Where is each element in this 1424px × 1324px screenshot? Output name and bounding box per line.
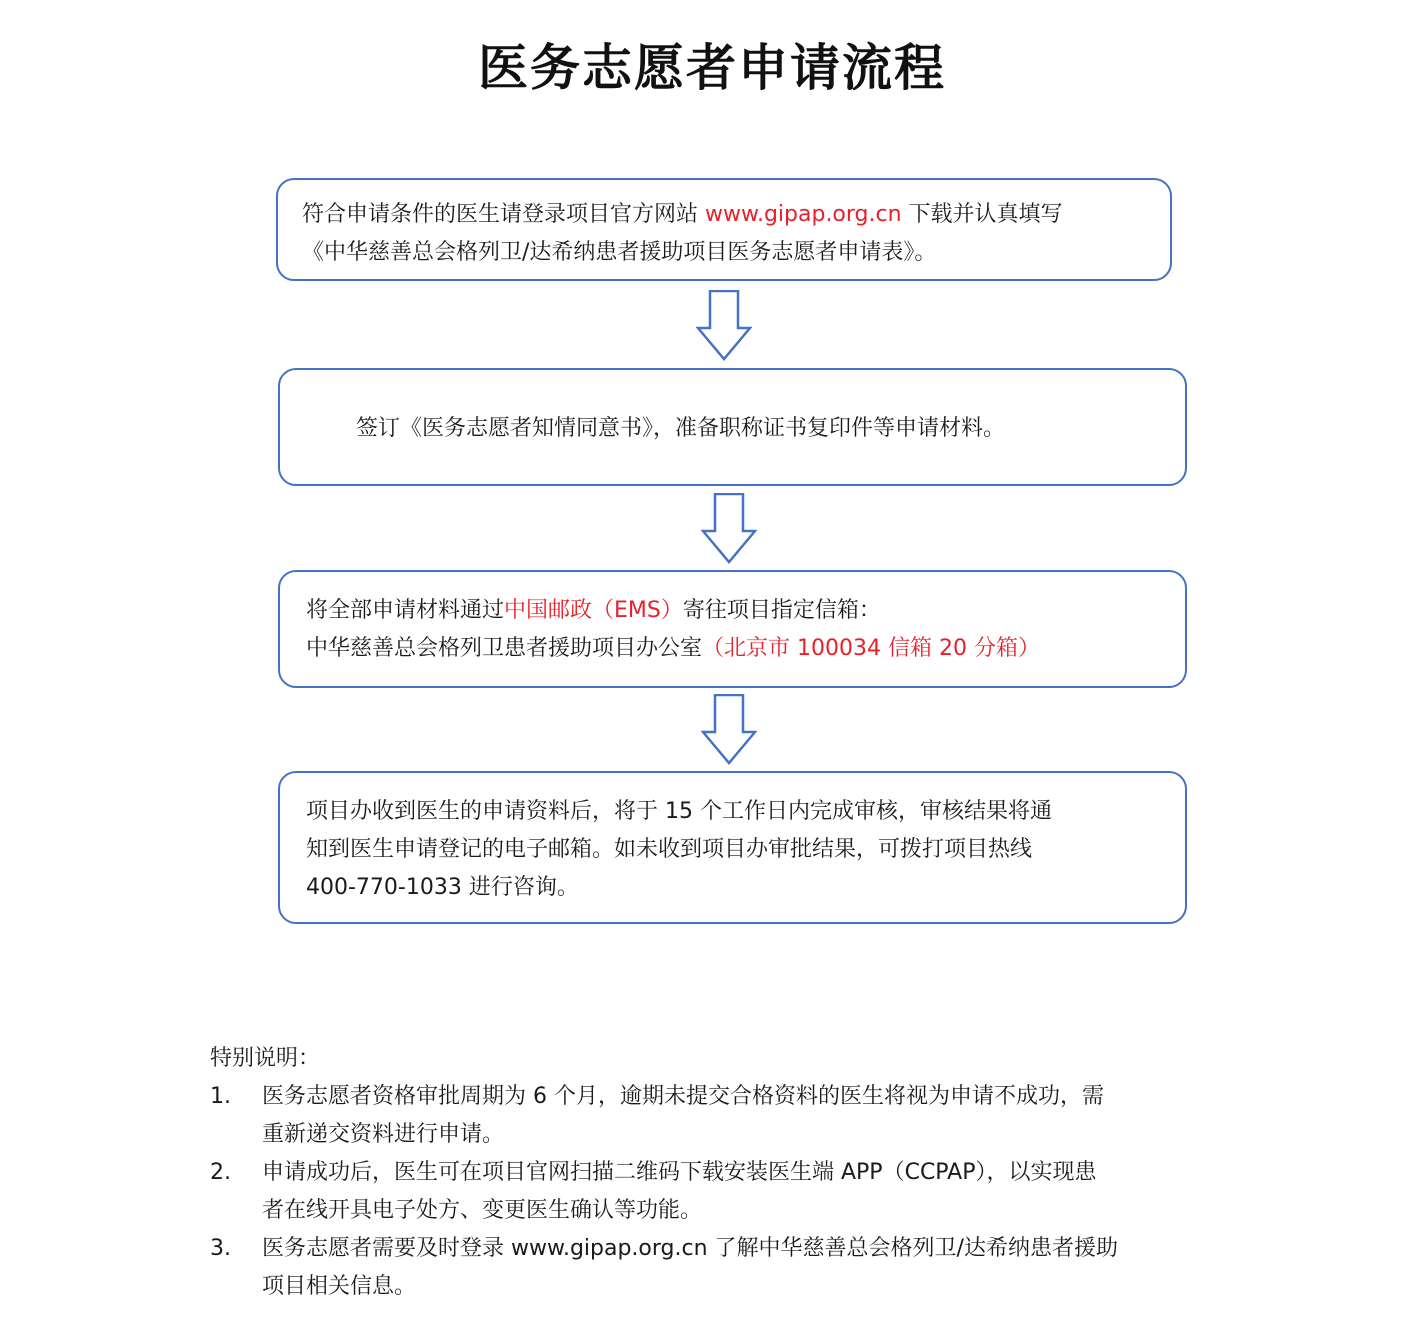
note-item-1 — [210, 1078, 1220, 1154]
note-line: 申请成功后，医生可在项目官网扫描二维码下载安装医生端 APP（CCPAP），以实现患 — [262, 1160, 1097, 1185]
note-text — [262, 1154, 1220, 1230]
step-1-text: 符合申请条件的医生请登录项目官方网站 — [302, 202, 705, 227]
step-2-line-1 — [356, 410, 1185, 448]
step-4-line-2 — [306, 831, 1185, 869]
note-line: 医务志愿者资格审批周期为 6 个月，逾期未提交合格资料的医生将视为申请不成功，需 — [262, 1084, 1104, 1109]
step-1-text: 《中华慈善总会格列卫/达希纳患者援助项目医务志愿者申请表》。 — [302, 240, 937, 265]
step-1-line-2 — [302, 234, 1170, 272]
step-box-2 — [278, 368, 1187, 486]
hotline-text: 400-770-1033 进行咨询。 — [306, 875, 579, 900]
step-3-line-2 — [306, 630, 1185, 668]
step-3-text: 中华慈善总会格列卫患者援助项目办公室 — [306, 636, 703, 661]
note-line: 者在线开具电子处方、变更医生确认等功能。 — [262, 1198, 703, 1223]
mailbox-address: （北京市 100034 信箱 20 分箱） — [702, 636, 1040, 661]
step-1-line-1 — [302, 196, 1170, 234]
special-notes — [210, 1040, 1220, 1306]
step-1-text: 下载并认真填写 — [901, 202, 1063, 227]
note-text — [262, 1230, 1220, 1306]
step-3-text: 寄往项目指定信箱： — [682, 598, 881, 623]
note-line: 医务志愿者需要及时登录 www.gipap.org.cn 了解中华慈善总会格列卫/达希纳患者援助 — [262, 1236, 1118, 1261]
note-line: 项目相关信息。 — [262, 1274, 417, 1299]
website-link[interactable]: www.gipap.org.cn — [705, 202, 902, 227]
step-3-text: 将全部申请材料通过 — [306, 598, 505, 623]
note-number: 2. — [210, 1160, 231, 1185]
note-number: 3. — [210, 1236, 231, 1261]
page-title: 医务志愿者申请流程 — [478, 38, 946, 97]
step-2-text: 签订《医务志愿者知情同意书》，准备职称证书复印件等申请材料。 — [356, 416, 1006, 441]
step-3-line-1 — [306, 592, 1185, 630]
step-box-3 — [278, 570, 1187, 688]
note-line: 重新递交资料进行申请。 — [262, 1122, 505, 1147]
note-item-2 — [210, 1154, 1220, 1230]
step-4-line-1 — [306, 793, 1185, 831]
down-arrow-icon — [701, 493, 757, 565]
down-arrow-icon — [701, 694, 757, 766]
notes-heading: 特别说明： — [210, 1046, 321, 1071]
step-4-text: 项目办收到医生的申请资料后，将于 15 个工作日内完成审核，审核结果将通 — [306, 799, 1052, 824]
step-box-4 — [278, 771, 1187, 924]
step-box-1 — [276, 178, 1172, 281]
down-arrow-icon — [696, 290, 752, 362]
ems-highlight: 中国邮政（EMS） — [504, 598, 683, 623]
note-item-3 — [210, 1230, 1220, 1306]
step-4-line-3 — [306, 869, 1185, 907]
note-number: 1. — [210, 1084, 231, 1109]
step-4-text: 知到医生申请登记的电子邮箱。如未收到项目办审批结果，可拨打项目热线 — [306, 837, 1033, 862]
note-text — [262, 1078, 1220, 1154]
